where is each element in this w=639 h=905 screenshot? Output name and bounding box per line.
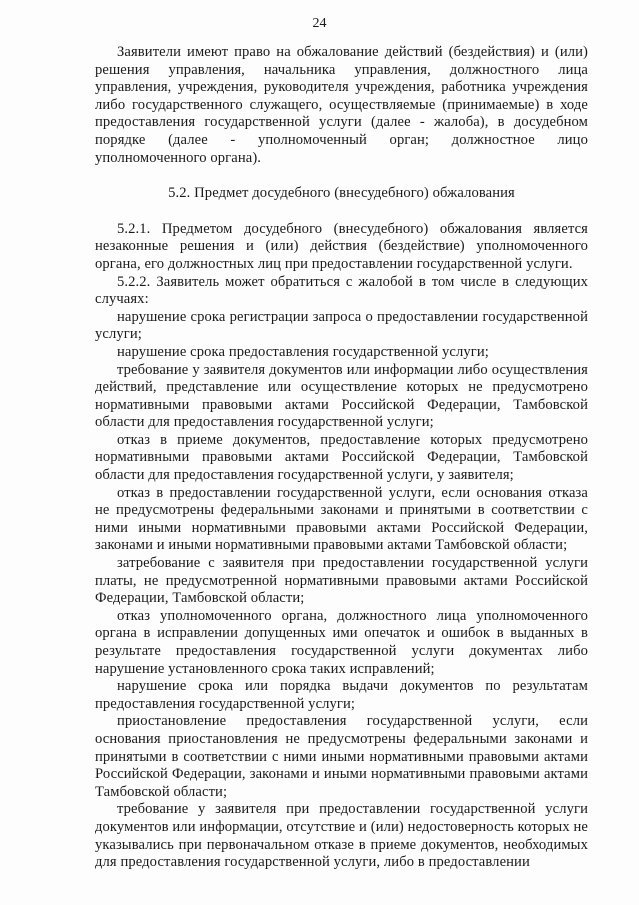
list-item: нарушение срока регистрации запроса о предоставлении государственной услуги; [95,308,588,343]
paragraph-right-to-appeal: Заявители имеют право на обжалование действий (бездействия) и (или) решения управления, начальника управления, должностного лица управления, учреждения, руководителя учреждения, работника учреждения либо государственного служащего, осуществляемые (принимаемые) в ходе предоставления государственной услуги (далее - жалоба), в досудебном порядке (далее - уполномоченный орган; должностное лицо уполномоченного органа). [95,44,588,166]
list-item: отказ в приеме документов, предоставление которых предусмотрено нормативными правовыми актами Российской Федерации, Тамбовской области для предоставления государственной услуги, у заявителя; [95,431,588,484]
list-item: приостановление предоставления государственной услуги, если основания приостановления не предусмотрены федеральными законами и принятыми в соответствии с ними иными нормативными правовыми актами Российской Федерации, законами и иными нормативными правовыми актами Тамбовской области; [95,713,588,800]
list-item: отказ в предоставлении государственной услуги, если основания отказа не предусмотрены федеральными законами и принятыми в соответствии с ними иными нормативными правовыми актами Российской Федерации, законами и иными нормативными правовыми актами Тамбовской области; [95,484,588,554]
list-item: требование у заявителя при предоставлении государственной услуги документов или информации, отсутствие и (или) недостоверность которых не указывались при первоначальном отказе в приеме документов, необходимых для предоставления государственной услуги, либо в предоставлении [95,801,588,871]
document-body [95,44,588,872]
paragraph-5-2-1: 5.2.1. Предметом досудебного (внесудебного) обжалования является незаконные решения и (или) действия (бездействие) уполномоченного органа, его должностных лиц при предоставлении государственной услуги. [95,220,588,272]
paragraph-5-2-2: 5.2.2. Заявитель может обратиться с жалобой в том числе в следующих случаях: [95,273,588,308]
list-item: затребование с заявителя при предоставлении государственной услуги платы, не предусмотренной нормативными правовыми актами Российской Федерации, Тамбовской области; [95,555,588,607]
list-item: требование у заявителя документов или информации либо осуществления действий, представление или осуществление которых не предусмотрено нормативными правовыми актами Российской Федерации, Тамбовской области для предоставления государственной услуги; [95,361,588,431]
list-item: отказ уполномоченного органа, должностного лица уполномоченного органа в исправлении допущенных ими опечаток и ошибок в выданных в результате предоставления государственной услуги документах либо нарушение установленного срока таких исправлений; [95,607,588,677]
section-heading-5-2: 5.2. Предмет досудебного (внесудебного) обжалования [168,185,515,202]
list-item: нарушение срока или порядка выдачи документов по результатам предоставления государственной услуги; [95,678,588,712]
list-item: нарушение срока предоставления государственной услуги; [117,343,489,360]
page-number: 24 [312,16,327,31]
